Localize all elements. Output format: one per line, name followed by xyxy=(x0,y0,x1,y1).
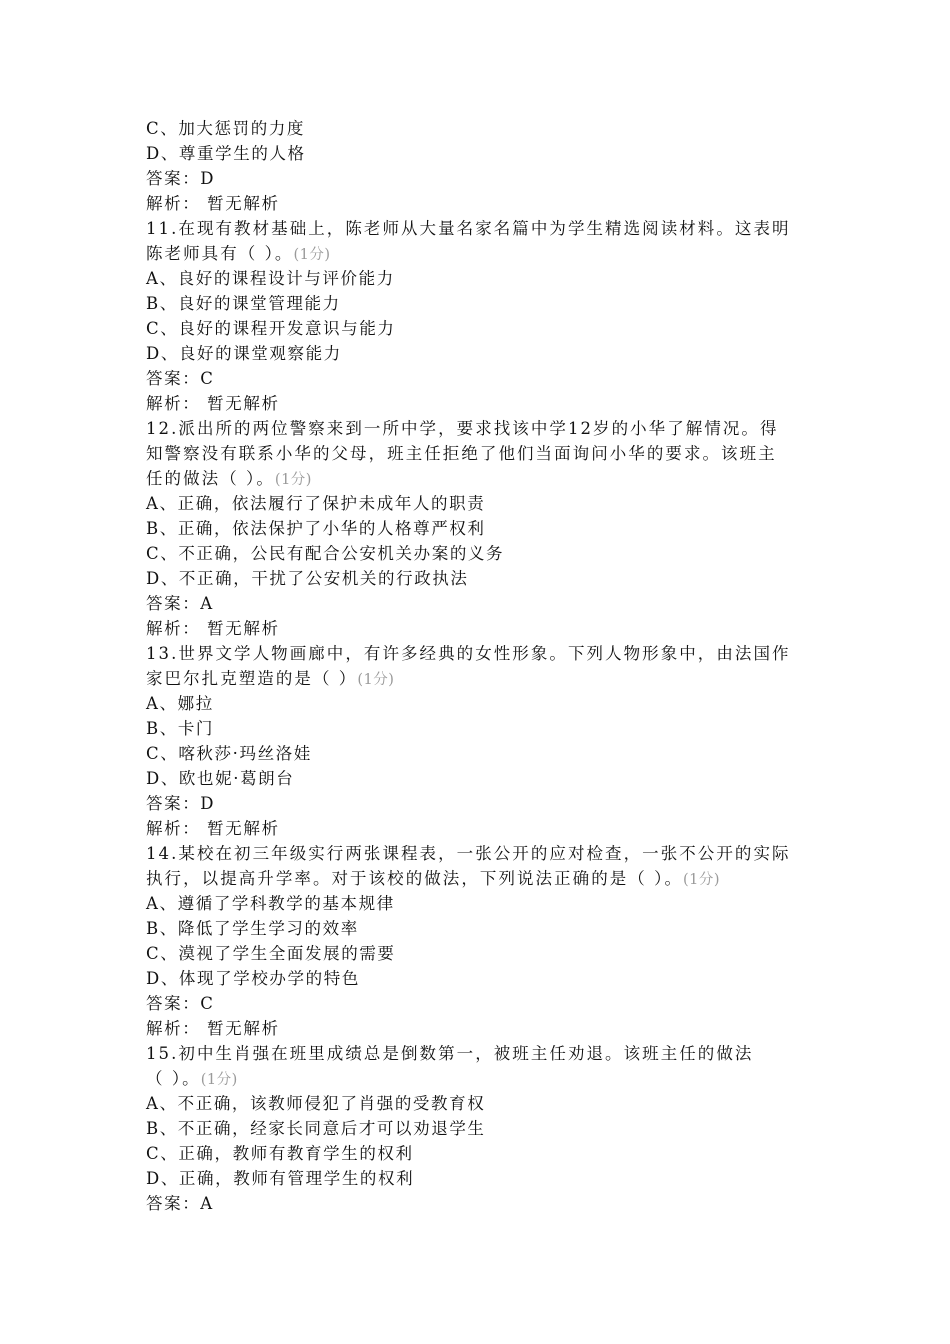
option-d: D、正确，教师有管理学生的权利 xyxy=(146,1169,415,1188)
question-stem xyxy=(146,466,808,491)
question-stem xyxy=(146,1066,808,1091)
question-stem: 13.世界文学人物画廊中，有许多经典的女性形象。下列人物形象中，由法国作 xyxy=(146,644,791,663)
question-stem: 11.在现有教材基础上，陈老师从大量名家名篇中为学生精选阅读材料。这表明 xyxy=(146,219,791,238)
analysis: 解析： 暂无解析 xyxy=(146,394,280,413)
analysis: 解析： 暂无解析 xyxy=(146,619,280,638)
question-stem: 12.派出所的两位警察来到一所中学，要求找该中学12岁的小华了解情况。得 xyxy=(146,419,779,438)
question-stem: 14.某校在初三年级实行两张课程表，一张公开的应对检查，一张不公开的实际 xyxy=(146,844,791,863)
option-b: B、正确，依法保护了小华的人格尊严权利 xyxy=(146,519,486,538)
option-c: C、加大惩罚的力度 xyxy=(146,119,306,138)
option-b: B、不正确，经家长同意后才可以劝退学生 xyxy=(146,1119,486,1138)
score-label: (1分) xyxy=(200,1072,238,1088)
answer: 答案：A xyxy=(146,594,214,613)
score-label: (1分) xyxy=(357,672,395,688)
option-a: A、遵循了学科教学的基本规律 xyxy=(146,894,395,913)
option-a: A、娜拉 xyxy=(146,694,214,713)
question-12 xyxy=(146,416,808,641)
question-stem xyxy=(146,666,808,691)
question-stem-text: 任的做法（ ）。 xyxy=(146,469,275,488)
score-label: (1分) xyxy=(274,472,312,488)
option-c: C、喀秋莎·玛丝洛娃 xyxy=(146,744,312,763)
question-10-tail xyxy=(146,116,808,216)
option-c: C、正确，教师有教育学生的权利 xyxy=(146,1144,414,1163)
answer: 答案：A xyxy=(146,1194,214,1213)
option-b: B、良好的课堂管理能力 xyxy=(146,294,341,313)
option-c: C、不正确，公民有配合公安机关办案的义务 xyxy=(146,544,505,563)
question-stem-text: 执行，以提高升学率。对于该校的做法，下列说法正确的是（ ）。 xyxy=(146,869,683,888)
option-b: B、降低了学生学习的效率 xyxy=(146,919,359,938)
question-stem-text: （ ）。 xyxy=(146,1069,201,1088)
option-a: A、不正确，该教师侵犯了肖强的受教育权 xyxy=(146,1094,486,1113)
answer: 答案：D xyxy=(146,169,216,188)
option-d: D、欧也妮·葛朗台 xyxy=(146,769,295,788)
question-stem: 知警察没有联系小华的父母，班主任拒绝了他们当面询问小华的要求。该班主 xyxy=(146,444,777,463)
answer: 答案：C xyxy=(146,994,215,1013)
question-13 xyxy=(146,641,808,841)
option-c: C、漠视了学生全面发展的需要 xyxy=(146,944,396,963)
analysis: 解析： 暂无解析 xyxy=(146,194,280,213)
option-c: C、良好的课程开发意识与能力 xyxy=(146,319,396,338)
option-a: A、正确，依法履行了保护未成年人的职责 xyxy=(146,494,486,513)
option-d: D、良好的课堂观察能力 xyxy=(146,344,342,363)
question-stem-text: 陈老师具有（ ）。 xyxy=(146,244,294,263)
answer: 答案：C xyxy=(146,369,215,388)
option-a: A、良好的课程设计与评价能力 xyxy=(146,269,395,288)
option-d: D、尊重学生的人格 xyxy=(146,144,306,163)
question-stem-text: 家巴尔扎克塑造的是（ ） xyxy=(146,669,358,688)
question-stem xyxy=(146,866,808,891)
score-label: (1分) xyxy=(683,872,721,888)
question-stem xyxy=(146,241,808,266)
exam-page xyxy=(146,116,808,1216)
question-stem: 15.初中生肖强在班里成绩总是倒数第一，被班主任劝退。该班主任的做法 xyxy=(146,1044,754,1063)
score-label: (1分) xyxy=(293,247,331,263)
analysis: 解析： 暂无解析 xyxy=(146,819,280,838)
answer: 答案：D xyxy=(146,794,216,813)
analysis: 解析： 暂无解析 xyxy=(146,1019,280,1038)
question-15 xyxy=(146,1041,808,1216)
option-d: D、不正确，干扰了公安机关的行政执法 xyxy=(146,569,469,588)
question-11 xyxy=(146,216,808,416)
option-b: B、卡门 xyxy=(146,719,215,738)
question-14 xyxy=(146,841,808,1041)
option-d: D、体现了学校办学的特色 xyxy=(146,969,360,988)
